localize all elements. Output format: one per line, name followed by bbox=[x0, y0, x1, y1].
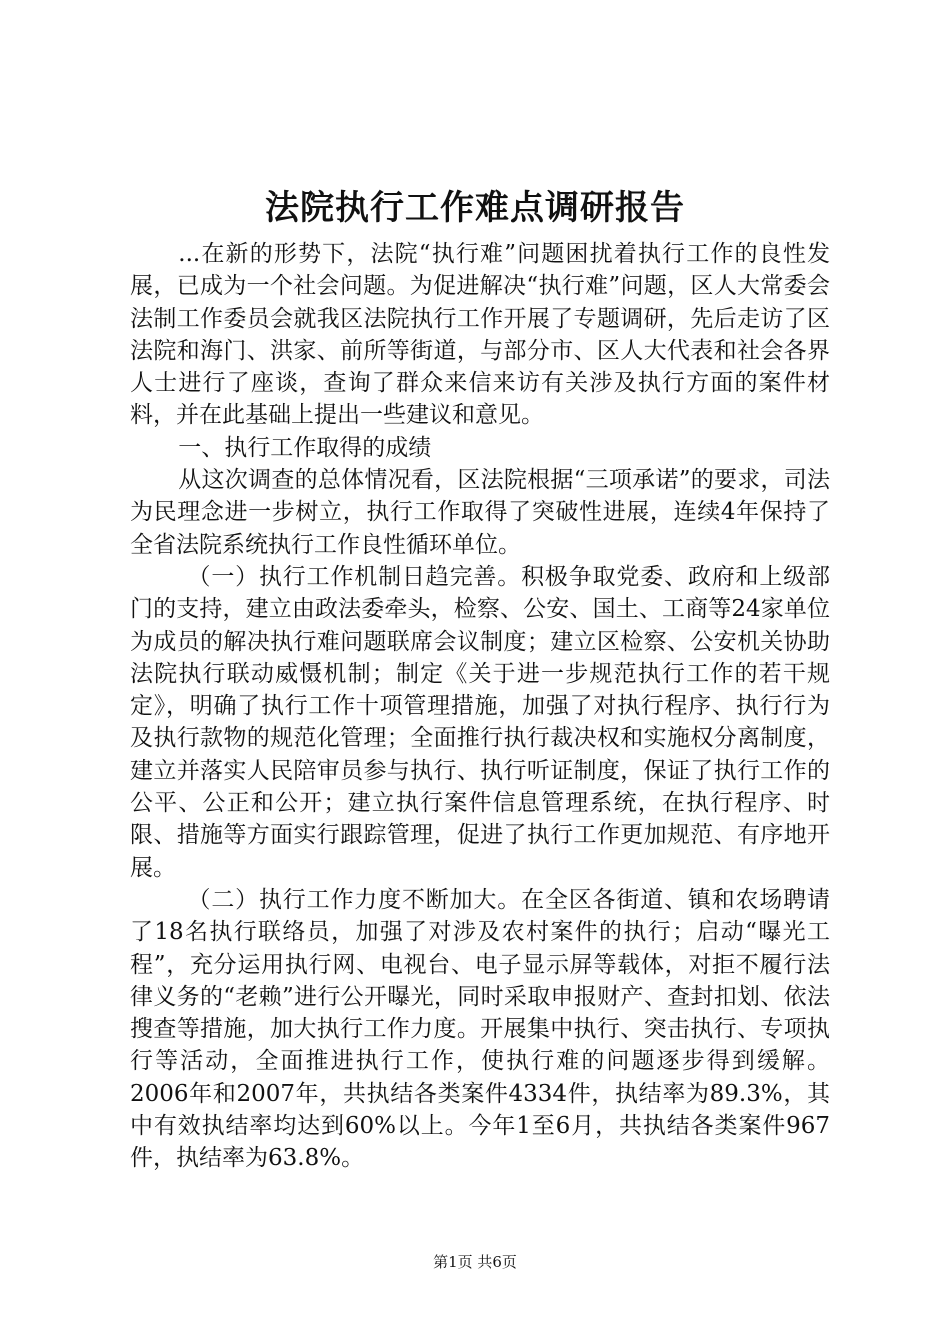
document-title: 法院执行工作难点调研报告 bbox=[265, 188, 685, 228]
subsection-paragraph-1: （一）执行工作机制日趋完善。积极争取党委、政府和上级部门的支持，建立由政法委牵头，检察、公安、国土、工商等24家单位为成员的解决执行难问题联席会议制度；建立区检察、公安机关协助法院执行联动威慑机制；制定《关于进一步规范执行工作的若干规定》，明确了执行工作十项管理措施，加强了对执行程序、执行行为及执行款物的规范化管理；全面推行执行裁决权和实施权分离制度，建立并落实人民陪审员参与执行、执行听证制度，保证了执行工作的公平、公正和公开；建立执行案件信息管理系统，在执行程序、时限、措施等方面实行跟踪管理，促进了执行工作更加规范、有序地开展。 bbox=[130, 563, 830, 881]
page-footer: 第1页 共6页 bbox=[433, 1253, 517, 1271]
document-body bbox=[130, 238, 830, 1175]
summary-paragraph: 从这次调查的总体情况看，区法院根据“三项承诺”的要求，司法为民理念进一步树立，执行工作取得了突破性进展，连续4年保持了全省法院系统执行工作良性循环单位。 bbox=[130, 467, 830, 558]
section-heading: 一、执行工作取得的成绩 bbox=[178, 434, 432, 461]
subsection-paragraph-2: （二）执行工作力度不断加大。在全区各街道、镇和农场聘请了18名执行联络员，加强了对涉及农村案件的执行；启动“曝光工程”，充分运用执行网、电视台、电子显示屏等载体，对拒不履行法律义务的“老赖”进行公开曝光，同时采取申报财产、查封扣划、依法搜查等措施，加大执行工作力度。开展集中执行、突击执行、专项执行等活动，全面推进执行工作，使执行难的问题逐步得到缓解。2006年和2007年，共执结各类案件4334件，执结率为89.3%，其中有效执结率均达到60%以上。今年1至6月，共执结各类案件967件，执结率为63.8%。 bbox=[130, 886, 830, 1172]
intro-paragraph: ...在新的形势下，法院“执行难”问题困扰着执行工作的良性发展，已成为一个社会问题。为促进解决“执行难”问题，区人大常委会法制工作委员会就我区法院执行工作开展了专题调研，先后走访了区法院和海门、洪家、前所等街道，与部分市、区人大代表和社会各界人士进行了座谈，查询了群众来信来访有关涉及执行方面的案件材料，并在此基础上提出一些建议和意见。 bbox=[130, 241, 830, 429]
